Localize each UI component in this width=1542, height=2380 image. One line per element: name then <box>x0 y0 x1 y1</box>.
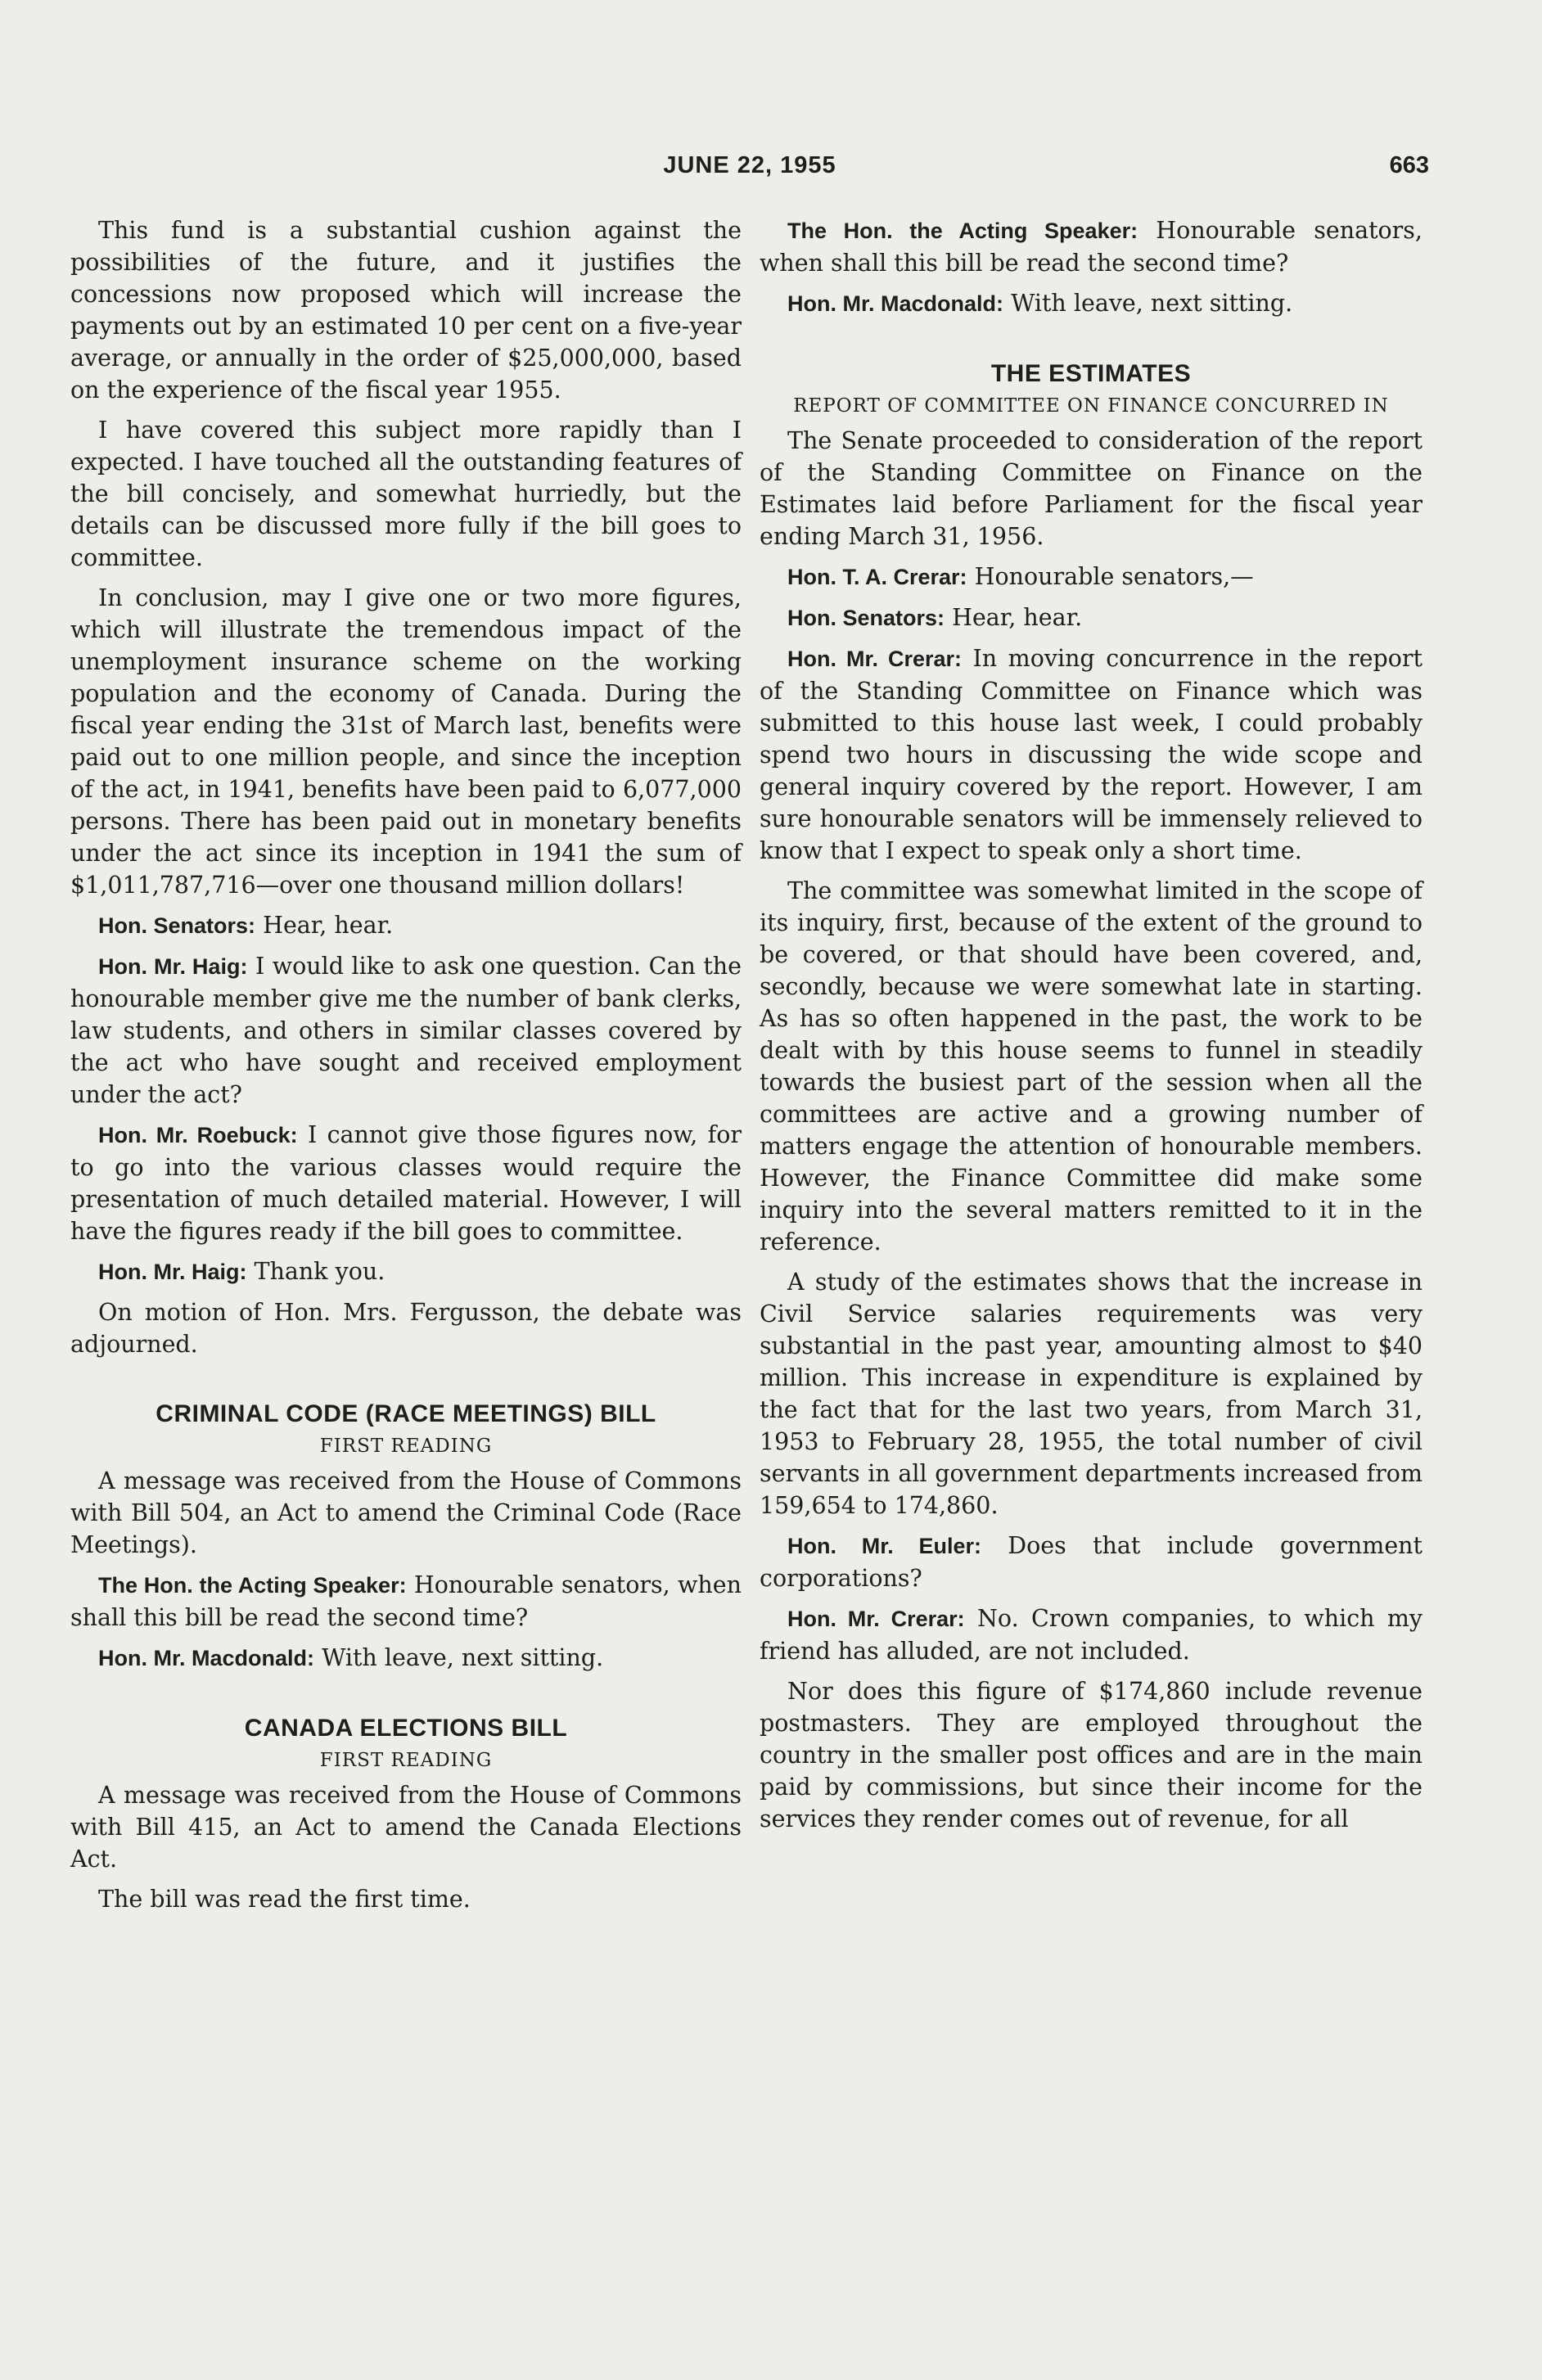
paragraph: In conclusion, may I give one or two more figures, which will illustrate the tremendous impact of the unemployment insurance scheme on the working population and the economy of Canada. During the fiscal year ending the 31st of March last, benefits were paid out to one million people, and since the inception of the act, in 1941, benefits have been paid to 6,077,000 persons. There has been paid out in monetary benefits under the act since its inception in 1941 the sum of $1,011,787,716—over one thousand million dollars! <box>70 584 742 899</box>
section-heading: THE ESTIMATES <box>990 360 1192 387</box>
speech-text: Honourable senators, when shall this bill be read the second time? <box>70 1571 742 1631</box>
page-header <box>79 152 1429 185</box>
speech-text: Does that include government corporations? <box>760 1532 1423 1592</box>
speech <box>760 287 1423 320</box>
speech <box>760 602 1423 634</box>
left-column <box>70 214 742 1923</box>
speech-text: Honourable senators, when shall this bill be read the second time? <box>760 217 1423 277</box>
speech <box>760 561 1423 593</box>
page-date: JUNE 22, 1955 <box>663 152 836 178</box>
speaker-name: Hon. Mr. Euler: <box>787 1534 981 1558</box>
speech-text: I would like to ask one question. Can the honourable member give me the number of bank clerks, law students, and others in similar classes covered by the act who have sought and received employment under the act? <box>70 953 742 1108</box>
speech <box>70 1642 742 1675</box>
speech-text: Thank you. <box>246 1258 386 1285</box>
speaker-name: Hon. Mr. Macdonald: <box>787 291 1004 316</box>
speech <box>760 1602 1423 1667</box>
speech-text: Honourable senators,— <box>967 563 1254 590</box>
speech <box>70 1569 742 1634</box>
speaker-name: Hon. Senators: <box>98 913 256 938</box>
speaker-name: Hon. Mr. Haig: <box>98 1260 247 1284</box>
section-heading: CANADA ELECTIONS BILL <box>244 1715 568 1742</box>
page-number: 663 <box>1389 152 1429 178</box>
speaker-name: Hon. Mr. Roebuck: <box>98 1123 298 1147</box>
paragraph: A message was received from the House of Commons with Bill 504, an Act to amend the Criminal Code (Race Meetings). <box>70 1467 742 1558</box>
paragraph: I have covered this subject more rapidly than I expected. I have touched all the outstanding features of the bill concisely, and somewhat hurriedly, but the details can be discussed more fully if the bill goes to committee. <box>70 417 742 571</box>
speaker-name: Hon. Mr. Crerar: <box>787 1607 965 1631</box>
speech <box>760 642 1423 867</box>
paragraph: This fund is a substantial cushion against the possibilities of the future, and it justifies the concessions now proposed which will increase the payments out by an estimated 10 per cent on a five-year average, or annually in the order of $25,000,000, based on the experience of the fiscal year 1955. <box>70 217 742 403</box>
section-subheading: REPORT OF COMMITTEE ON FINANCE CONCURRED IN <box>793 395 1389 417</box>
paragraph: The bill was read the first time. <box>98 1886 471 1913</box>
paragraph: On motion of Hon. Mrs. Fergusson, the debate was adjourned. <box>70 1299 742 1358</box>
speaker-name: Hon. Mr. Haig: <box>98 954 248 979</box>
speech <box>70 950 742 1111</box>
speech-text: Hear, hear. <box>945 604 1083 631</box>
speech <box>760 214 1423 279</box>
speaker-name: The Hon. the Acting Speaker: <box>98 1573 407 1598</box>
speaker-name: Hon. Senators: <box>787 606 945 630</box>
section-subheading: FIRST READING <box>319 1436 493 1457</box>
speech-text: I cannot give those figures now, for to go into the various classes would require the presentation of much detailed material. However, I will have the figures ready if the bill goes to committee. <box>70 1121 742 1245</box>
paragraph: A message was received from the House of Commons with Bill 415, an Act to amend the Canada Elections Act. <box>70 1782 742 1873</box>
speaker-name: The Hon. the Acting Speaker: <box>787 219 1138 243</box>
speech <box>70 1119 742 1247</box>
speaker-name: Hon. Mr. Macdonald: <box>98 1646 315 1670</box>
paragraph: Nor does this figure of $174,860 include revenue postmasters. They are employed throughout the country in the smaller post offices and are in the main paid by commissions, but since their income for the services they render comes out of revenue, for all <box>760 1678 1423 1832</box>
section-heading: CRIMINAL CODE (RACE MEETINGS) BILL <box>156 1400 656 1427</box>
speech-text: In moving concurrence in the report of the Standing Committee on Finance which was submitted to this house last week, I could probably spend two hours in discussing the wide scope and general inquiry covered by the report. However, I am sure honourable senators will be immensely relieved to know that I expect to speak only a short time. <box>760 645 1423 864</box>
speech-text: Hear, hear. <box>255 912 394 939</box>
speech-text: With leave, next sitting. <box>1003 290 1293 317</box>
speech <box>70 909 742 942</box>
paragraph: The committee was somewhat limited in the scope of its inquiry, first, because of the extent of the ground to be covered, or that should have been covered, and, secondly, because we were somewhat late in starting. As has so often happened in the past, the work to be dealt with by this house seems to funnel in steadily towards the busiest part of the session when all the committees are active and a growing number of matters engage the attention of honourable members. However, the Finance Committee did make some inquiry into the several matters remitted to it in the reference. <box>760 877 1423 1255</box>
speech <box>760 1530 1423 1594</box>
paragraph: A study of the estimates shows that the increase in Civil Service salaries requirements was very substantial in the past year, amounting almost to $40 million. This increase in expenditure is explained by the fact that for the last two years, from March 31, 1953 to February 28, 1955, the total number of civil servants in all government departments increased from 159,654 to 174,860. <box>760 1269 1423 1519</box>
speech <box>70 1255 742 1288</box>
speech-text: With leave, next sitting. <box>314 1644 604 1671</box>
speaker-name: Hon. Mr. Crerar: <box>787 647 962 671</box>
paragraph: The Senate proceeded to consideration of the report of the Standing Committee on Finance on the Estimates laid before Parliament for the fiscal year ending March 31, 1956. <box>760 427 1423 550</box>
right-column <box>760 214 1423 1843</box>
section-subheading: FIRST READING <box>319 1750 493 1771</box>
speaker-name: Hon. T. A. Crerar: <box>787 565 967 589</box>
speech-text: No. Crown companies, to which my friend has alluded, are not included. <box>760 1605 1423 1665</box>
